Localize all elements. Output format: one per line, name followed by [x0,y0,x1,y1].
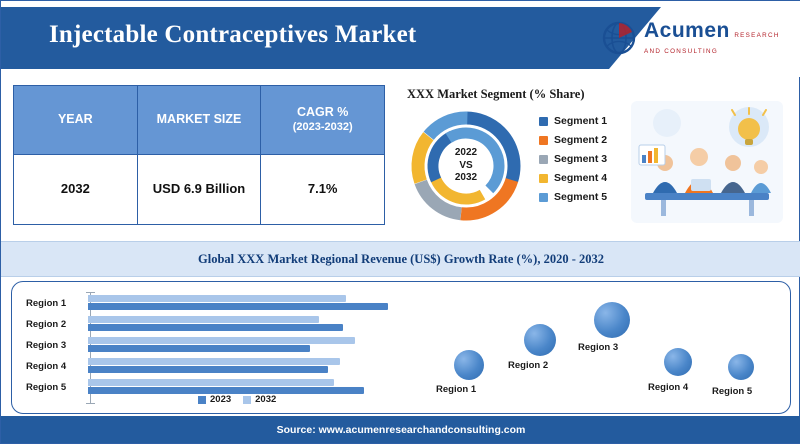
legend-label: Segment 1 [554,115,608,127]
table-header-cagr-period: (2023-2032) [292,121,353,134]
table-cell-cagr: 7.1% [307,181,338,197]
bar-row [26,378,364,396]
bar-pair [88,316,343,333]
table-cell-market-size: USD 6.9 Billion [138,155,262,224]
bar-pair [88,337,355,354]
bar-2023 [88,358,340,365]
bubble-region-3 [594,302,630,338]
bar-2023 [88,337,355,344]
legend-label: Segment 3 [554,153,608,165]
bar-2032 [88,324,343,331]
legend-label: Segment 4 [554,172,608,184]
bar-category-label: Region 5 [26,381,67,393]
donut-chart [407,107,525,225]
bar-2023 [88,379,334,386]
legend-item [539,191,607,203]
legend-swatch-icon [539,193,548,202]
bar-chart-axis-cap-top [86,292,95,293]
legend-swatch-icon [539,136,548,145]
bar-category-label: Region 4 [26,360,67,372]
table-header-cagr [261,86,384,155]
brand-text [644,20,787,57]
bar-2032 [88,366,328,373]
table-header-cagr-label: CAGR % [296,104,349,119]
legend-label: Segment 2 [554,134,608,146]
section-band [1,241,800,277]
page-title: Injectable Contraceptives Market [49,21,417,48]
legend-item [539,153,607,165]
bar-category-label: Region 3 [26,339,67,351]
donut-chart-title: XXX Market Segment (% Share) [407,87,585,101]
brand-logo [601,15,787,61]
bar-category-label: Region 2 [26,318,67,330]
bar-2023 [88,316,319,323]
bar-2032 [88,303,388,310]
bubble-region-5 [728,354,754,380]
bar-pair [88,379,364,396]
donut-center-line-2: VS [459,159,473,171]
brand-name: Acumen [644,18,730,42]
bar-2023 [88,295,346,302]
bubble-label-region-5: Region 5 [712,386,753,397]
regional-bubble-chart [412,288,784,410]
bar-2032 [88,387,364,394]
legend-item-2032 [243,394,276,405]
donut-center-line-3: 2032 [454,172,478,184]
section-band-title: Global XXX Market Regional Revenue (US$) Growth Rate (%), 2020 - 2032 [198,251,604,266]
bubble-label-region-3: Region 3 [578,342,619,353]
bubble-region-4 [664,348,692,376]
bar-row [26,357,340,375]
bubble-label-region-4: Region 4 [648,382,689,393]
legend-item [539,172,607,184]
bar-row [26,294,388,312]
donut-legend [539,115,607,203]
bar-category-label: Region 1 [26,297,67,309]
table-row [14,155,384,224]
donut-center-line-1: 2022 [454,147,478,159]
footer [1,416,800,443]
bubble-region-1 [454,350,484,380]
bar-row [26,315,343,333]
legend-item [539,134,607,146]
bar-pair [88,295,388,312]
legend-swatch-icon [539,117,548,126]
legend-label: Segment 5 [554,191,608,203]
header [1,1,800,77]
bar-chart-axis-cap-bottom [86,403,95,404]
bar-pair [88,358,340,375]
bottom-charts-panel [11,281,791,414]
table-header-row [14,86,384,155]
legend-label: 2032 [255,394,277,405]
bubble-region-2 [524,324,556,356]
legend-item-2023 [198,394,231,405]
legend-swatch-icon [243,396,251,404]
regional-bar-chart [26,290,406,408]
legend-label: 2023 [210,394,232,405]
top-section [1,77,800,239]
market-summary-table [13,85,385,225]
bar-row [26,336,355,354]
table-header-market-size: MARKET SIZE [138,86,262,155]
bubble-label-region-1: Region 1 [436,384,477,395]
table-cell-year: 2032 [14,155,138,224]
segment-donut-card [399,85,789,227]
legend-swatch-icon [539,155,548,164]
bar-2032 [88,345,310,352]
legend-swatch-icon [198,396,206,404]
brand-tagline: RESEARCH AND CONSULTING [644,31,780,55]
legend-swatch-icon [539,174,548,183]
bar-chart-legend [198,394,276,405]
bubble-label-region-2: Region 2 [508,360,549,371]
table-header-year: YEAR [14,86,138,155]
source-text: Source: www.acumenresearchandconsulting.com [276,423,526,436]
legend-item [539,115,607,127]
globe-icon [601,20,637,56]
team-illustration [631,101,783,223]
